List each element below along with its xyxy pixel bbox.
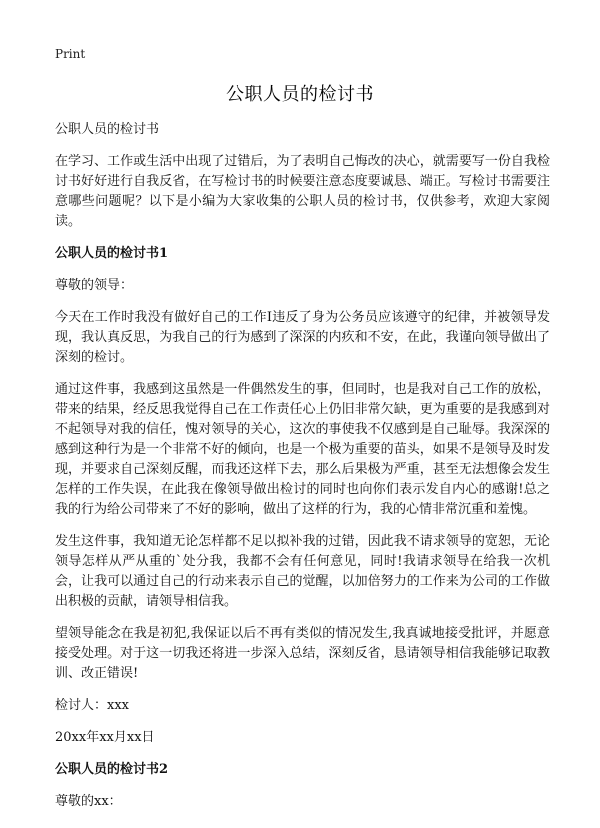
section-1-date: 20xx年xx月xx日 <box>55 730 155 745</box>
document-subtitle: 公职人员的检讨书 <box>55 122 160 137</box>
section-1-heading: 公职人员的检讨书1 <box>55 246 169 261</box>
intro-paragraph: 在学习、工作或生活中出现了过错后，为了表明自己悔改的决心，就需要写一份自我检讨书好好进行自我反省，在写检讨书的时候要注意态度要诚恳、端正。写检讨书需要注意哪些问题呢？以下是小编为大家收集的公职人员的检讨书，仅供参考，欢迎大家阅读。 <box>55 154 550 229</box>
page-title: 公职人员的检讨书 <box>226 84 374 105</box>
section-1-paragraph: 通过这件事，我感到这虽然是一件偶然发生的事，但同时，也是我对自己工作的放松，带来的结果，经反思我觉得自己在工作责任心上仍旧非常欠缺，更为重要的是我感到对不起领导对我的信任，愧对领导的关心，这次的事使我不仅感到是自己耻辱。我深深的感到这种行为是一个非常不好的倾向，也是一个极为重要的苗头，如果不是领导及时发现，并要求自己深刻反醒，而我还这样下去，那么后果极为严重，甚至无法想像会发生怎样的工作失误，在此我在像领导做出检讨的同时也向你们表示发自内心的感谢!总之我的行为给公司带来了不好的影响，做出了这样的行为，我的心情非常沉重和羞愧。 <box>55 382 550 517</box>
section-2-salutation: 尊敬的xx： <box>55 794 122 809</box>
document-body <box>55 120 550 824</box>
section-2-heading: 公职人员的检讨书2 <box>55 762 169 777</box>
section-1-signer: 检讨人：xxx <box>55 698 129 713</box>
section-1-paragraph: 今天在工作时我没有做好自己的工作I违反了身为公务员应该遵守的纪律，并被领导发现，我认真反思，为我自己的行为感到了深深的内疚和不安，在此，我谨向领导做出了深刻的检讨。 <box>55 310 550 365</box>
print-label: Print <box>55 47 86 61</box>
section-1-salutation: 尊敬的领导： <box>55 278 134 293</box>
section-1-paragraph: 望领导能念在我是初犯,我保证以后不再有类似的情况发生,我真诚地接受批评，并愿意接受处理。对于这一切我还将进一步深入总结，深刻反省，恳请领导相信我能够记取教训、改正错误! <box>55 626 550 681</box>
section-1-paragraph: 发生这件事，我知道无论怎样都不足以拟补我的过错，因此我不请求领导的宽恕，无论领导怎样从严从重的`处分我，我都不会有任何意见，同时!我请求领导在给我一次机会，让我可以通过自己的行动来表示自己的觉醒，以加倍努力的工作来为公司的工作做出积极的贡献，请领导相信我。 <box>55 534 550 609</box>
